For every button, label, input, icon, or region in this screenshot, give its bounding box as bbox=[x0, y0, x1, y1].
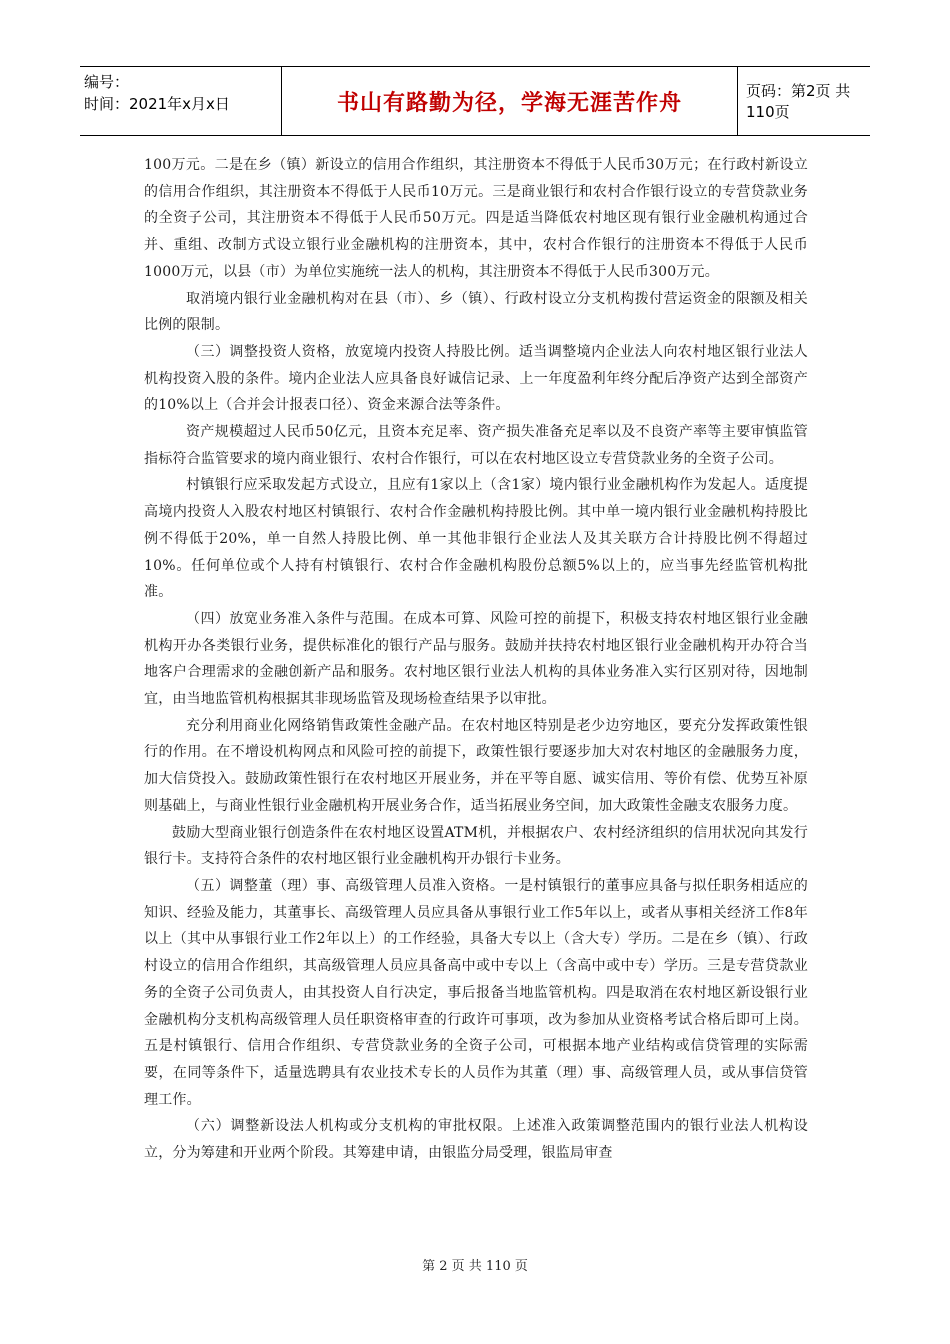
header-meta bbox=[80, 67, 282, 135]
header-motto: 书山有路勤为径，学海无涯苦作舟 bbox=[336, 90, 682, 116]
body-paragraph: （六）调整新设法人机构或分支机构的审批权限。上述准入政策调整范围内的银行业法人机构设立，分为筹建和开业两个阶段。其筹建申请，由银监分局受理，银监局审查 bbox=[144, 1118, 808, 1162]
body-paragraph: （五）调整董（理）事、高级管理人员准入资格。一是村镇银行的董事应具备与拟任职务相适应的知识、经验及能力，其董事长、高级管理人员应具备从事银行业工作5年以上，或者从事相关经济工作8年以上（其中从事银行业工作2年以上）的工作经验，具备大专以上（含大专）学历。二是在乡（镇）、行政村设立的信用合作组织，其高级管理人员应具备高中或中专以上（含高中或中专）学历。三是专营贷款业务的全资子公司负责人，由其投资人自行决定，事后报备当地监管机构。四是取消在农村地区新设银行业金融机构分支机构高级管理人员任职资格审查的行政许可事项，改为参加从业资格考试合格后即可上岗。五是村镇银行、信用合作组织、专营贷款业务的全资子公司，可根据本地产业结构或信贷管理的实际需要，在同等条件下，适量选聘具有农业技术专长的人员作为其董（理）事、高级管理人员，或从事信贷管理工作。 bbox=[144, 877, 808, 1108]
header-motto-cell bbox=[282, 67, 738, 135]
body-paragraph: 鼓励大型商业银行创造条件在农村地区设置ATM机，并根据农户、农村经济组织的信用状况向其发行银行卡。支持符合条件的农村地区银行业金融机构开办银行卡业务。 bbox=[144, 824, 808, 868]
body-paragraph: （三）调整投资人资格，放宽境内投资人持股比例。适当调整境内企业法人向农村地区银行业法人机构投资入股的条件。境内企业法人应具备良好诚信记录、上一年度盈利年终分配后净资产达到全部资产的10%以上（合并会计报表口径）、资金来源合法等条件。 bbox=[144, 343, 808, 414]
document-date: 时间：2021年x月x日 bbox=[84, 95, 230, 113]
document-number: 编号： bbox=[84, 73, 130, 91]
body-paragraph: （四）放宽业务准入条件与范围。在成本可算、风险可控的前提下，积极支持农村地区银行业金融机构开办各类银行业务，提供标准化的银行产品与服务。鼓励并扶持农村地区银行业金融机构开办符合当地客户合理需求的金融创新产品和服务。农村地区银行业法人机构的具体业务准入实行区别对待，因地制宜，由当地监管机构根据其非现场监管及现场检查结果予以审批。 bbox=[144, 610, 808, 708]
body-paragraph: 村镇银行应采取发起方式设立，且应有1家以上（含1家）境内银行业金融机构作为发起人。适度提高境内投资人入股农村地区村镇银行、农村合作金融机构持股比例。其中单一境内银行业金融机构持股比例不得低于20%，单一自然人持股比例、单一其他非银行企业法人及其关联方合计持股比例不得超过10%。任何单位或个人持有村镇银行、农村合作金融机构股份总额5%以上的，应当事先经监管机构批准。 bbox=[144, 477, 808, 601]
document-body bbox=[144, 152, 808, 1167]
body-paragraph: 取消境内银行业金融机构对在县（市）、乡（镇）、行政村设立分支机构拨付营运资金的限额及相关比例的限制。 bbox=[144, 290, 808, 334]
header-page-cell bbox=[738, 67, 870, 135]
body-paragraph: 充分利用商业化网络销售政策性金融产品。在农村地区特别是老少边穷地区，要充分发挥政策性银行的作用。在不增设机构网点和风险可控的前提下，政策性银行要逐步加大对农村地区的金融服务力度，加大信贷投入。鼓励政策性银行在农村地区开展业务，并在平等自愿、诚实信用、等价有偿、优势互补原则基础上，与商业性银行业金融机构开展业务合作，适当拓展业务空间，加大政策性金融支农服务力度。 bbox=[144, 717, 808, 814]
footer-page-number: 第 2 页 共 110 页 bbox=[422, 1259, 528, 1274]
body-paragraph: 100万元。二是在乡（镇）新设立的信用合作组织，其注册资本不得低于人民币30万元；在行政村新设立的信用合作组织，其注册资本不得低于人民币10万元。三是商业银行和农村合作银行设立的专营贷款业务的全资子公司，其注册资本不得低于人民币50万元。四是适当降低农村地区现有银行业金融机构通过合并、重组、改制方式设立银行业金融机构的注册资本，其中，农村合作银行的注册资本不得低于人民币1000万元，以县（市）为单位实施统一法人的机构，其注册资本不得低于人民币300万元。 bbox=[144, 157, 808, 280]
page-header bbox=[80, 66, 870, 136]
body-paragraph: 资产规模超过人民币50亿元，且资本充足率、资产损失准备充足率以及不良资产率等主要审慎监管指标符合监管要求的境内商业银行、农村合作银行，可以在农村地区设立专营贷款业务的全资子公司。 bbox=[144, 424, 808, 467]
page-footer bbox=[0, 1255, 950, 1274]
header-page-number: 页码：第2页 共110页 bbox=[746, 82, 851, 121]
